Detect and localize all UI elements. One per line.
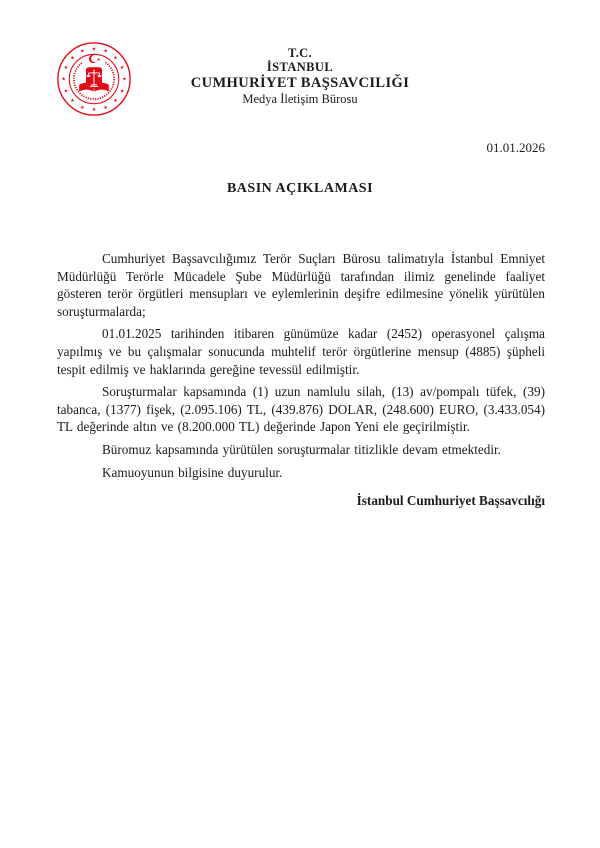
svg-text:★: ★ [80,104,85,111]
svg-text:★: ★ [70,98,75,105]
svg-text:★: ★ [113,55,118,62]
svg-text:★: ★ [119,65,125,72]
svg-text:★: ★ [91,107,97,114]
paragraph-seized-items: Soruşturmalar kapsamında (1) uzun namlulu silah, (13) av/pompalı tüfek, (39) tabanca, (1377) fişek, (2.095.106) TL, (439.876) DOLAR, (248.600) EURO, (3.433.054) TL değerinde altın ve (8.200.000 TL) değerinde Japon Yeni ele geçirilmiştir. [57,384,545,435]
svg-text:★: ★ [122,76,127,83]
letterhead-office: CUMHURİYET BAŞSAVCILIĞI [190,75,410,91]
letterhead-city: İSTANBUL [266,60,334,74]
svg-text:★: ★ [113,98,118,105]
svg-text:★: ★ [80,48,85,55]
svg-text:★: ★ [70,55,75,62]
svg-text:★: ★ [61,76,66,83]
crescent-star-icon: ★ [96,57,101,63]
svg-text:★: ★ [63,88,69,95]
paragraph-operations-count: 01.01.2025 tarihinden itibaren günümüze kadar (2452) operasyonel çalışma yapılmış ve bu çalışmalar sonucunda muhtelif terör örgütlerine mensup (4885) şüpheli tespit edilmiş ve haklarında gereğine tevessül edilmiştir. [57,326,545,377]
justice-ministry-emblem-icon [56,41,132,117]
svg-text:★: ★ [91,46,97,53]
letterhead [0,0,600,114]
letterhead-country: T.C. [288,46,312,60]
paragraph-investigations: Cumhuriyet Başsavcılığımız Terör Suçları Bürosu talimatıyla İstanbul Emniyet Müdürlüğü Terörle Mücadele Şube Müdürlüğü tarafından ilimiz genelinde faaliyet gösteren terör örgütleri mensupları ve eylemlerinin deşifre edilmesine yönelik yürütülen soruşturmalarda; [57,251,545,319]
document-title: BASIN AÇIKLAMASI [226,181,374,196]
paragraph-ongoing: Büromuz kapsamında yürütülen soruşturmalar titizlikle devam etmektedir. [102,441,501,457]
paragraph-public-notice: Kamuoyunun bilgisine duyurulur. [102,464,283,480]
letterhead-bureau: Medya İletişim Bürosu [242,92,358,106]
svg-text:★: ★ [103,104,108,111]
signature: İstanbul Cumhuriyet Başsavcılığı [356,493,545,509]
document-date: 01.01.2026 [486,140,545,155]
svg-text:★: ★ [119,88,125,95]
svg-text:★: ★ [103,48,108,55]
document-body [0,250,600,510]
svg-text:★: ★ [63,65,69,72]
